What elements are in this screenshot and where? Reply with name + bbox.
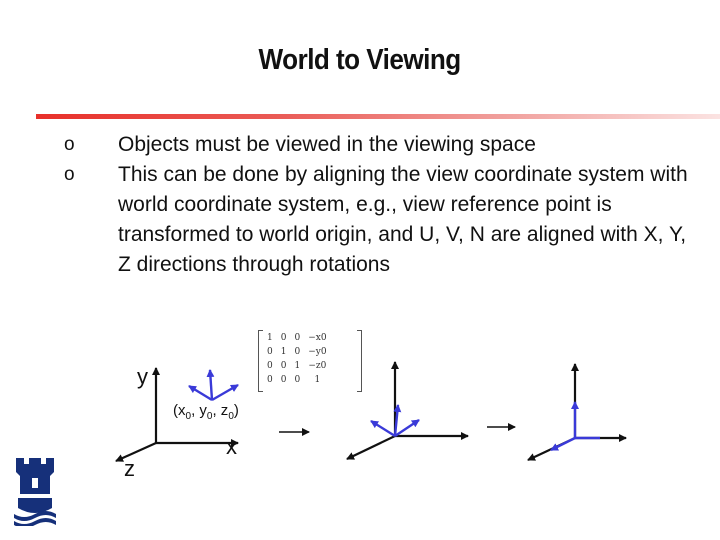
matrix-cell: −y0	[308, 347, 327, 357]
world-frame-2	[347, 362, 468, 459]
matrix-cell: 1	[267, 333, 273, 343]
z-axis-1	[116, 443, 156, 461]
n-vector-2	[395, 420, 419, 436]
matrix-row	[263, 331, 331, 345]
u-vector-2	[371, 421, 395, 436]
castle-tower-icon	[12, 456, 58, 526]
view-frame-1	[189, 370, 238, 400]
bullet-marker: o	[64, 134, 75, 155]
world-frame-3	[528, 364, 626, 460]
n-vector-1	[212, 385, 238, 400]
matrix-cell: 0	[294, 333, 301, 343]
n-vector-3	[551, 438, 575, 450]
z-axis-label: z	[124, 456, 135, 481]
z-axis-2	[347, 436, 395, 459]
x-axis-label: x	[226, 434, 237, 459]
bullet-text: This can be done by aligning the view coordinate system with world coordinate system, e.g., view reference point is transformed to world origin, and U, V, N are aligned with X, Y, Z directions through rotations	[118, 163, 688, 276]
matrix-cell: 0	[267, 347, 273, 357]
matrix-cell: 1	[294, 361, 301, 371]
matrix-cell: 0	[267, 375, 273, 385]
matrix-row	[263, 373, 331, 387]
matrix-cell: −z0	[308, 361, 327, 371]
matrix-cell: 0	[267, 361, 273, 371]
matrix-cell: 0	[280, 333, 287, 343]
u-vector-1	[189, 386, 212, 400]
matrix-cell: 1	[280, 347, 287, 357]
matrix-cell: 0	[294, 375, 301, 385]
y-axis-label: y	[137, 364, 148, 389]
matrix-row	[263, 345, 331, 359]
matrix-cell: 1	[314, 375, 321, 385]
matrix-cell: 0	[280, 375, 287, 385]
matrix-cell: −x0	[308, 333, 327, 343]
matrix-row	[263, 359, 331, 373]
bullet-text: Objects must be viewed in the viewing space	[118, 133, 536, 156]
translation-matrix	[258, 328, 362, 394]
bullet-marker: o	[64, 164, 75, 185]
page-title: World to Viewing	[258, 44, 461, 76]
matrix-cell: 0	[280, 361, 287, 371]
matrix-cell: 0	[294, 347, 301, 357]
v-vector-1	[210, 370, 212, 400]
view-frame-3	[551, 402, 600, 450]
origin-point-label: ($x_0$, $y_0$, $z_0$)	[173, 402, 239, 422]
